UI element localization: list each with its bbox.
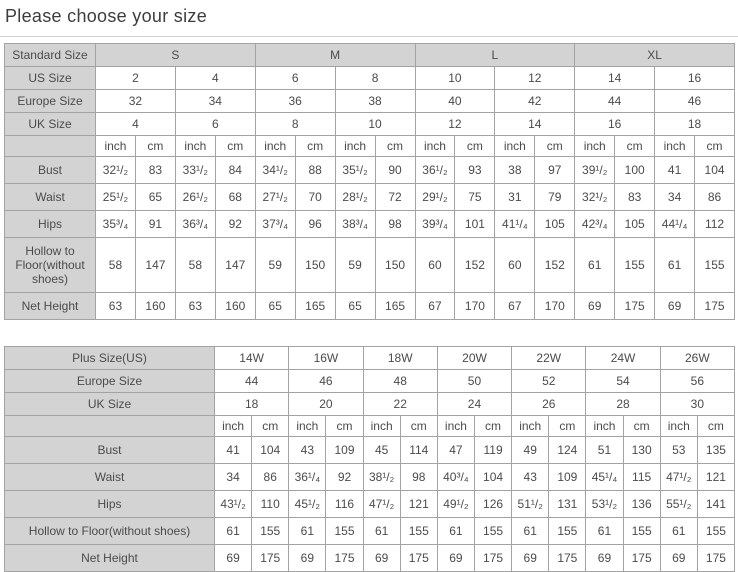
measure-value-cell: 67 <box>495 293 535 320</box>
measure-value-cell: 38¹/₂ <box>363 464 400 491</box>
measure-value-cell: 45¹/₄ <box>586 464 623 491</box>
measure-value-cell: 47¹/₂ <box>660 464 697 491</box>
unit-row <box>5 136 735 157</box>
measure-value-cell: 61 <box>437 518 474 545</box>
measure-value-cell: 131 <box>549 491 586 518</box>
measure-value-cell: 114 <box>400 437 437 464</box>
size-value-cell: 50 <box>437 370 511 393</box>
size-group-cell: S <box>96 44 256 67</box>
row-label-cell <box>5 136 96 157</box>
size-value-cell: 18 <box>655 113 735 136</box>
size-value-cell: 12 <box>415 113 495 136</box>
measure-value-cell: 28¹/₂ <box>335 184 375 211</box>
measure-value-cell: 92 <box>326 464 363 491</box>
measure-value-cell: 38 <box>495 157 535 184</box>
plus-size-table <box>4 346 735 572</box>
measure-value-cell: 65 <box>135 184 175 211</box>
measure-value-cell: 63 <box>96 293 136 320</box>
measure-value-cell: 39³/₄ <box>415 211 455 238</box>
measure-value-cell: 69 <box>575 293 615 320</box>
measure-value-cell: 36¹/₄ <box>289 464 326 491</box>
unit-cell: cm <box>697 416 734 437</box>
measure-value-cell: 36³/₄ <box>175 211 215 238</box>
measure-row <box>5 184 735 211</box>
unit-cell: inch <box>289 416 326 437</box>
size-value-cell: 18W <box>363 347 437 370</box>
measure-value-cell: 32¹/₂ <box>96 157 136 184</box>
unit-cell: inch <box>363 416 400 437</box>
measure-value-cell: 175 <box>326 545 363 572</box>
measure-value-cell: 58 <box>175 238 215 293</box>
measure-value-cell: 152 <box>535 238 575 293</box>
measure-value-cell: 69 <box>586 545 623 572</box>
unit-cell: inch <box>437 416 474 437</box>
measure-value-cell: 69 <box>289 545 326 572</box>
measure-value-cell: 32¹/₂ <box>575 184 615 211</box>
measure-value-cell: 109 <box>326 437 363 464</box>
measure-value-cell: 175 <box>252 545 289 572</box>
size-row <box>5 67 735 90</box>
size-value-cell: 44 <box>575 90 655 113</box>
measure-value-cell: 88 <box>295 157 335 184</box>
measure-value-cell: 65 <box>255 293 295 320</box>
measure-value-cell: 51 <box>586 437 623 464</box>
unit-cell: inch <box>335 136 375 157</box>
measure-value-cell: 165 <box>375 293 415 320</box>
measure-value-cell: 175 <box>615 293 655 320</box>
unit-cell: cm <box>474 416 511 437</box>
measure-value-cell: 38³/₄ <box>335 211 375 238</box>
measure-value-cell: 53¹/₂ <box>586 491 623 518</box>
size-value-cell: 24W <box>586 347 660 370</box>
measure-value-cell: 97 <box>535 157 575 184</box>
measure-value-cell: 35¹/₂ <box>335 157 375 184</box>
measure-value-cell: 147 <box>135 238 175 293</box>
unit-cell: inch <box>575 136 615 157</box>
measure-value-cell: 91 <box>135 211 175 238</box>
measure-value-cell: 55¹/₂ <box>660 491 697 518</box>
unit-cell: cm <box>326 416 363 437</box>
measure-value-cell: 31 <box>495 184 535 211</box>
size-row <box>5 113 735 136</box>
measure-value-cell: 121 <box>697 464 734 491</box>
measure-value-cell: 109 <box>549 464 586 491</box>
size-chart-page <box>4 6 735 572</box>
measure-row <box>5 238 735 293</box>
unit-cell: inch <box>175 136 215 157</box>
measure-value-cell: 155 <box>695 238 735 293</box>
measure-value-cell: 47 <box>437 437 474 464</box>
size-value-cell: 22 <box>363 393 437 416</box>
measure-value-cell: 61 <box>575 238 615 293</box>
measure-value-cell: 61 <box>363 518 400 545</box>
measure-value-cell: 104 <box>695 157 735 184</box>
row-label-cell: UK Size <box>5 393 215 416</box>
measure-value-cell: 104 <box>474 464 511 491</box>
measure-value-cell: 37³/₄ <box>255 211 295 238</box>
row-label-cell: Hollow to Floor(without shoes) <box>5 238 96 293</box>
measure-value-cell: 61 <box>512 518 549 545</box>
measure-value-cell: 124 <box>549 437 586 464</box>
size-value-cell: 20W <box>437 347 511 370</box>
unit-cell: cm <box>623 416 660 437</box>
measure-value-cell: 150 <box>375 238 415 293</box>
measure-value-cell: 75 <box>455 184 495 211</box>
measure-value-cell: 43 <box>289 437 326 464</box>
measure-value-cell: 69 <box>660 545 697 572</box>
unit-cell: cm <box>615 136 655 157</box>
size-value-cell: 18 <box>215 393 289 416</box>
measure-value-cell: 29¹/₂ <box>415 184 455 211</box>
measure-value-cell: 59 <box>255 238 295 293</box>
measure-value-cell: 34 <box>215 464 252 491</box>
measure-value-cell: 36¹/₂ <box>415 157 455 184</box>
measure-value-cell: 41¹/₄ <box>495 211 535 238</box>
size-group-cell: L <box>415 44 575 67</box>
measure-value-cell: 175 <box>695 293 735 320</box>
measure-value-cell: 63 <box>175 293 215 320</box>
unit-cell: inch <box>215 416 252 437</box>
measure-value-cell: 155 <box>615 238 655 293</box>
size-value-cell: 48 <box>363 370 437 393</box>
measure-value-cell: 79 <box>535 184 575 211</box>
measure-value-cell: 115 <box>623 464 660 491</box>
row-label-cell: Hips <box>5 211 96 238</box>
measure-value-cell: 98 <box>375 211 415 238</box>
size-value-cell: 42 <box>495 90 575 113</box>
row-label-cell <box>5 416 215 437</box>
row-label-cell: Hips <box>5 491 215 518</box>
measure-value-cell: 135 <box>697 437 734 464</box>
unit-cell: inch <box>586 416 623 437</box>
measure-value-cell: 101 <box>455 211 495 238</box>
measure-value-cell: 47¹/₂ <box>363 491 400 518</box>
measure-value-cell: 49 <box>512 437 549 464</box>
size-value-cell: 34 <box>175 90 255 113</box>
size-value-cell: 28 <box>586 393 660 416</box>
size-value-cell: 56 <box>660 370 734 393</box>
measure-value-cell: 160 <box>215 293 255 320</box>
size-value-cell: 10 <box>415 67 495 90</box>
unit-cell: inch <box>96 136 136 157</box>
size-value-cell: 2 <box>96 67 176 90</box>
measure-value-cell: 61 <box>586 518 623 545</box>
measure-value-cell: 105 <box>535 211 575 238</box>
size-value-cell: 40 <box>415 90 495 113</box>
measure-value-cell: 43¹/₂ <box>215 491 252 518</box>
row-label-cell: Hollow to Floor(without shoes) <box>5 518 215 545</box>
measure-value-cell: 69 <box>512 545 549 572</box>
measure-value-cell: 165 <box>295 293 335 320</box>
measure-value-cell: 61 <box>655 238 695 293</box>
size-value-cell: 16W <box>289 347 363 370</box>
measure-row <box>5 491 735 518</box>
measure-row <box>5 545 735 572</box>
measure-value-cell: 60 <box>415 238 455 293</box>
unit-cell: cm <box>400 416 437 437</box>
title-divider <box>0 36 738 37</box>
unit-cell: cm <box>295 136 335 157</box>
measure-value-cell: 69 <box>363 545 400 572</box>
measure-value-cell: 98 <box>400 464 437 491</box>
row-label-cell: Waist <box>5 464 215 491</box>
measure-value-cell: 155 <box>400 518 437 545</box>
size-group-cell: M <box>255 44 415 67</box>
size-value-cell: 32 <box>96 90 176 113</box>
measure-value-cell: 43 <box>512 464 549 491</box>
size-value-cell: 52 <box>512 370 586 393</box>
measure-value-cell: 141 <box>697 491 734 518</box>
size-value-cell: 36 <box>255 90 335 113</box>
measure-row <box>5 293 735 320</box>
measure-value-cell: 104 <box>252 437 289 464</box>
measure-value-cell: 58 <box>96 238 136 293</box>
measure-value-cell: 51¹/₂ <box>512 491 549 518</box>
size-value-cell: 6 <box>255 67 335 90</box>
unit-cell: inch <box>495 136 535 157</box>
unit-cell: cm <box>695 136 735 157</box>
measure-value-cell: 147 <box>215 238 255 293</box>
unit-cell: inch <box>415 136 455 157</box>
size-value-cell: 46 <box>289 370 363 393</box>
standard-size-table <box>4 43 735 320</box>
measure-value-cell: 175 <box>474 545 511 572</box>
size-value-cell: 12 <box>495 67 575 90</box>
measure-value-cell: 170 <box>455 293 495 320</box>
measure-value-cell: 155 <box>252 518 289 545</box>
measure-value-cell: 45¹/₂ <box>289 491 326 518</box>
measure-value-cell: 41 <box>215 437 252 464</box>
measure-value-cell: 86 <box>695 184 735 211</box>
size-group-cell: XL <box>575 44 735 67</box>
unit-cell: cm <box>455 136 495 157</box>
page-title: Please choose your size <box>5 6 208 26</box>
measure-value-cell: 83 <box>615 184 655 211</box>
measure-value-cell: 67 <box>415 293 455 320</box>
size-value-cell: 26W <box>660 347 734 370</box>
size-row <box>5 347 735 370</box>
measure-value-cell: 152 <box>455 238 495 293</box>
unit-cell: inch <box>655 136 695 157</box>
measure-value-cell: 65 <box>335 293 375 320</box>
size-value-cell: 8 <box>255 113 335 136</box>
measure-value-cell: 45 <box>363 437 400 464</box>
size-value-cell: 4 <box>175 67 255 90</box>
measure-value-cell: 59 <box>335 238 375 293</box>
size-value-cell: 6 <box>175 113 255 136</box>
size-value-cell: 4 <box>96 113 176 136</box>
measure-value-cell: 34¹/₂ <box>255 157 295 184</box>
measure-value-cell: 70 <box>295 184 335 211</box>
measure-value-cell: 105 <box>615 211 655 238</box>
size-value-cell: 16 <box>575 113 655 136</box>
measure-value-cell: 86 <box>252 464 289 491</box>
measure-value-cell: 160 <box>135 293 175 320</box>
measure-value-cell: 40³/₄ <box>437 464 474 491</box>
measure-value-cell: 121 <box>400 491 437 518</box>
measure-row <box>5 211 735 238</box>
size-value-cell: 30 <box>660 393 734 416</box>
measure-row <box>5 157 735 184</box>
unit-cell: cm <box>215 136 255 157</box>
row-label-cell: Net Height <box>5 545 215 572</box>
measure-value-cell: 60 <box>495 238 535 293</box>
unit-cell: cm <box>549 416 586 437</box>
measure-value-cell: 53 <box>660 437 697 464</box>
measure-value-cell: 72 <box>375 184 415 211</box>
measure-value-cell: 175 <box>697 545 734 572</box>
measure-value-cell: 68 <box>215 184 255 211</box>
measure-value-cell: 34 <box>655 184 695 211</box>
size-value-cell: 10 <box>335 113 415 136</box>
measure-value-cell: 92 <box>215 211 255 238</box>
measure-value-cell: 90 <box>375 157 415 184</box>
measure-value-cell: 44¹/₄ <box>655 211 695 238</box>
size-value-cell: 54 <box>586 370 660 393</box>
measure-value-cell: 130 <box>623 437 660 464</box>
measure-value-cell: 150 <box>295 238 335 293</box>
row-label-cell: US Size <box>5 67 96 90</box>
measure-value-cell: 84 <box>215 157 255 184</box>
measure-value-cell: 61 <box>660 518 697 545</box>
measure-value-cell: 69 <box>655 293 695 320</box>
unit-cell: inch <box>512 416 549 437</box>
size-row <box>5 90 735 113</box>
measure-value-cell: 83 <box>135 157 175 184</box>
measure-value-cell: 69 <box>215 545 252 572</box>
unit-cell: cm <box>535 136 575 157</box>
size-value-cell: 24 <box>437 393 511 416</box>
unit-row <box>5 416 735 437</box>
size-value-cell: 14W <box>215 347 289 370</box>
size-value-cell: 14 <box>495 113 575 136</box>
measure-value-cell: 170 <box>535 293 575 320</box>
measure-value-cell: 61 <box>289 518 326 545</box>
measure-value-cell: 155 <box>623 518 660 545</box>
row-label-cell: Plus Size(US) <box>5 347 215 370</box>
measure-value-cell: 175 <box>623 545 660 572</box>
group-header-row <box>5 44 735 67</box>
measure-value-cell: 33¹/₂ <box>175 157 215 184</box>
measure-value-cell: 69 <box>437 545 474 572</box>
measure-row <box>5 437 735 464</box>
size-value-cell: 16 <box>655 67 735 90</box>
size-value-cell: 20 <box>289 393 363 416</box>
measure-value-cell: 155 <box>326 518 363 545</box>
measure-value-cell: 26¹/₂ <box>175 184 215 211</box>
unit-cell: cm <box>375 136 415 157</box>
measure-row <box>5 518 735 545</box>
size-value-cell: 22W <box>512 347 586 370</box>
measure-value-cell: 41 <box>655 157 695 184</box>
measure-value-cell: 175 <box>400 545 437 572</box>
measure-value-cell: 112 <box>695 211 735 238</box>
measure-value-cell: 126 <box>474 491 511 518</box>
measure-value-cell: 49¹/₂ <box>437 491 474 518</box>
measure-row <box>5 464 735 491</box>
measure-value-cell: 175 <box>549 545 586 572</box>
corner-label-cell: Standard Size <box>5 44 96 67</box>
measure-value-cell: 39¹/₂ <box>575 157 615 184</box>
row-label-cell: Waist <box>5 184 96 211</box>
measure-value-cell: 96 <box>295 211 335 238</box>
row-label-cell: Bust <box>5 437 215 464</box>
row-label-cell: Net Height <box>5 293 96 320</box>
measure-value-cell: 136 <box>623 491 660 518</box>
unit-cell: inch <box>660 416 697 437</box>
measure-value-cell: 119 <box>474 437 511 464</box>
unit-cell: cm <box>135 136 175 157</box>
measure-value-cell: 110 <box>252 491 289 518</box>
measure-value-cell: 155 <box>549 518 586 545</box>
unit-cell: inch <box>255 136 295 157</box>
size-value-cell: 44 <box>215 370 289 393</box>
unit-cell: cm <box>252 416 289 437</box>
row-label-cell: UK Size <box>5 113 96 136</box>
measure-value-cell: 35³/₄ <box>96 211 136 238</box>
size-value-cell: 8 <box>335 67 415 90</box>
size-value-cell: 46 <box>655 90 735 113</box>
size-row <box>5 393 735 416</box>
measure-value-cell: 27¹/₂ <box>255 184 295 211</box>
row-label-cell: Europe Size <box>5 370 215 393</box>
size-value-cell: 26 <box>512 393 586 416</box>
row-label-cell: Europe Size <box>5 90 96 113</box>
size-value-cell: 38 <box>335 90 415 113</box>
measure-value-cell: 25¹/₂ <box>96 184 136 211</box>
measure-value-cell: 116 <box>326 491 363 518</box>
measure-value-cell: 155 <box>697 518 734 545</box>
size-row <box>5 370 735 393</box>
measure-value-cell: 93 <box>455 157 495 184</box>
measure-value-cell: 100 <box>615 157 655 184</box>
measure-value-cell: 42³/₄ <box>575 211 615 238</box>
size-value-cell: 14 <box>575 67 655 90</box>
row-label-cell: Bust <box>5 157 96 184</box>
measure-value-cell: 61 <box>215 518 252 545</box>
measure-value-cell: 155 <box>474 518 511 545</box>
